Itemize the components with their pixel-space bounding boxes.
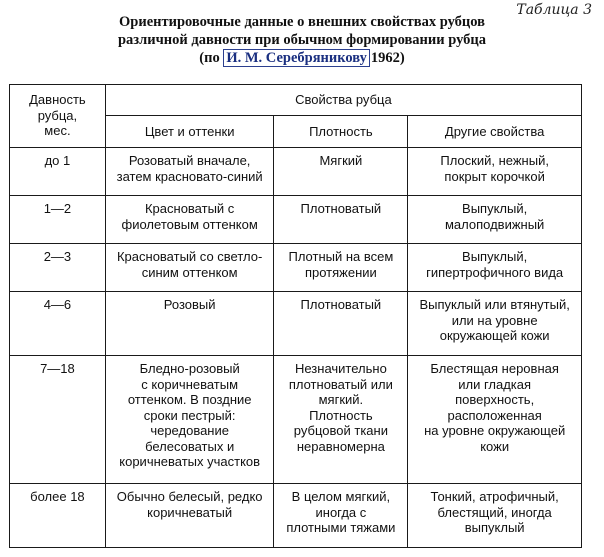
- cell-density: [274, 244, 408, 292]
- cell-color: [105, 196, 274, 244]
- cell-color: [105, 484, 274, 548]
- cell-density-text: В целом мягкий, иногда с плотными тяжами: [286, 489, 396, 535]
- cell-age-text: 7—18: [40, 361, 75, 376]
- cell-age-text: до 1: [44, 153, 71, 168]
- ref-prefix: (по: [199, 50, 220, 66]
- cell-age: [10, 356, 106, 484]
- cell-color-text: Розовый: [163, 297, 216, 312]
- header-properties: Свойства рубца: [105, 85, 581, 116]
- table-title: [0, 13, 604, 67]
- header-color: Цвет и оттенки: [105, 116, 274, 148]
- cell-color: [105, 148, 274, 196]
- cell-density-text: Плотноватый: [300, 201, 382, 216]
- cell-other: [408, 148, 582, 196]
- cell-color-text: Красноватый со светло- синим оттенком: [116, 249, 263, 280]
- cell-other: [408, 196, 582, 244]
- cell-other: [408, 244, 582, 292]
- cell-color-text: Бледно-розовый с коричневатым оттенком. В поздние сроки пестрый: чередование белесоватых и коричневатых участков: [119, 361, 261, 469]
- cell-color: [105, 292, 274, 356]
- title-reference: [199, 49, 404, 67]
- cell-density-text: Незначительно плотноватый или мягкий. Плотность рубцовой ткани неравномерна: [288, 361, 393, 454]
- cell-color-text: Красноватый с фиолетовым оттенком: [121, 201, 258, 232]
- cell-age: [10, 148, 106, 196]
- table-row: [10, 148, 582, 196]
- ref-author-link[interactable]: И. М. Серебряникову: [223, 49, 370, 67]
- header-other: Другие свойства: [408, 116, 582, 148]
- cell-age-text: более 18: [30, 489, 85, 504]
- header-age: [10, 85, 106, 148]
- cell-density: [274, 356, 408, 484]
- cell-density: [274, 292, 408, 356]
- cell-other-text: Блестящая неровная или гладкая поверхность, расположенная на уровне окружающей кожи: [424, 361, 566, 454]
- cell-age: [10, 196, 106, 244]
- cell-other: [408, 356, 582, 484]
- cell-density: [274, 196, 408, 244]
- cell-age: [10, 292, 106, 356]
- cell-age-text: 1—2: [43, 201, 72, 216]
- header-density: Плотность: [274, 116, 408, 148]
- cell-color-text: Обычно белесый, редко коричневатый: [116, 489, 263, 520]
- ref-year: 1962): [370, 50, 405, 66]
- title-line-1: Ориентировочные данные о внешних свойствах рубцов: [119, 14, 485, 30]
- cell-other-text: Выпуклый, малоподвижный: [444, 201, 545, 232]
- table-row: [10, 244, 582, 292]
- table-row: [10, 484, 582, 548]
- table-row: [10, 196, 582, 244]
- cell-other: [408, 484, 582, 548]
- cell-color: [105, 356, 274, 484]
- cell-other-text: Выпуклый, гипертрофичного вида: [426, 249, 564, 280]
- cell-other-text: Плоский, нежный, покрыт корочкой: [440, 153, 549, 184]
- cell-other-text: Тонкий, атрофичный, блестящий, иногда выпуклый: [430, 489, 559, 535]
- cell-density-text: Плотноватый: [300, 297, 382, 312]
- cell-age-text: 4—6: [43, 297, 72, 312]
- table-row: [10, 292, 582, 356]
- header-age-text: Давность рубца, мес.: [29, 92, 86, 138]
- cell-age-text: 2—3: [43, 249, 72, 264]
- cell-other: [408, 292, 582, 356]
- cell-density-text: Плотный на всем протяжении: [288, 249, 394, 280]
- cell-density-text: Мягкий: [319, 153, 363, 168]
- cell-color: [105, 244, 274, 292]
- cell-density: [274, 148, 408, 196]
- scar-properties-table: [9, 84, 582, 548]
- table-row: [10, 356, 582, 484]
- cell-density: [274, 484, 408, 548]
- cell-age: [10, 484, 106, 548]
- table-label: Таблица 3: [516, 2, 592, 18]
- cell-color-text: Розоватый вначале, затем красновато-синий: [116, 153, 263, 184]
- cell-age: [10, 244, 106, 292]
- cell-other-text: Выпуклый или втянутый, или на уровне окружающей кожи: [419, 297, 570, 343]
- title-line-2: различной давности при обычном формировании рубца: [117, 32, 487, 48]
